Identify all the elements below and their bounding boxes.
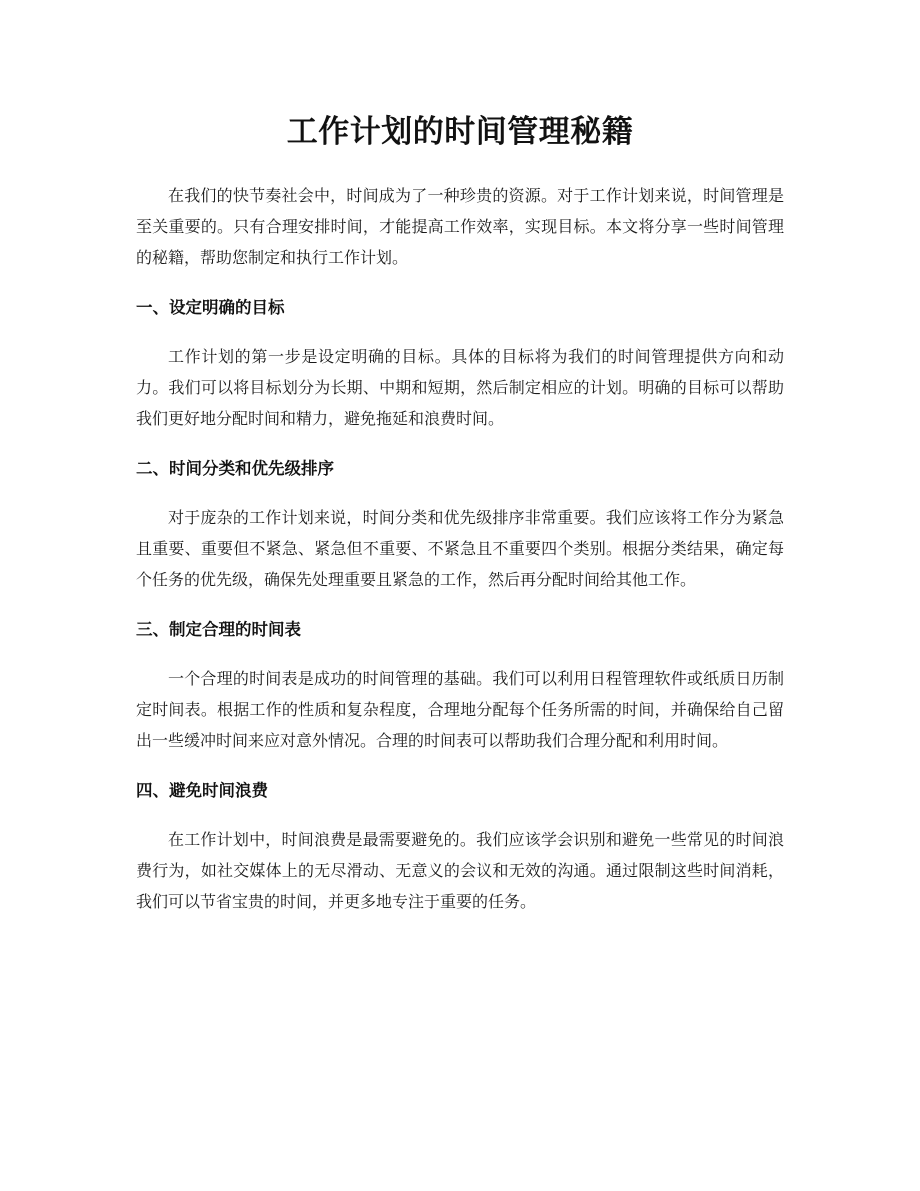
section-body-4: 在工作计划中，时间浪费是最需要避免的。我们应该学会识别和避免一些常见的时间浪费行为，如社交媒体上的无尽滑动、无意义的会议和无效的沟通。通过限制这些时间消耗，我们可以节省宝贵的时间，并更多地专注于重要的任务。 <box>136 830 784 911</box>
section-heading-3: 三、制定合理的时间表 <box>136 620 301 639</box>
section-body-1: 工作计划的第一步是设定明确的目标。具体的目标将为我们的时间管理提供方向和动力。我们可以将目标划分为长期、中期和短期，然后制定相应的计划。明确的目标可以帮助我们更好地分配时间和精力，避免拖延和浪费时间。 <box>136 347 784 428</box>
intro-paragraph: 在我们的快节奏社会中，时间成为了一种珍贵的资源。对于工作计划来说，时间管理是至关重要的。只有合理安排时间，才能提高工作效率，实现目标。本文将分享一些时间管理的秘籍，帮助您制定和执行工作计划。 <box>136 186 784 267</box>
section-heading-4: 四、避免时间浪费 <box>136 781 268 800</box>
section-body-2: 对于庞杂的工作计划来说，时间分类和优先级排序非常重要。我们应该将工作分为紧急且重要、重要但不紧急、紧急但不重要、不紧急且不重要四个类别。根据分类结果，确定每个任务的优先级，确保先处理重要且紧急的工作，然后再分配时间给其他工作。 <box>136 508 784 589</box>
document-title: 工作计划的时间管理秘籍 <box>286 114 634 150</box>
section-heading-2: 二、时间分类和优先级排序 <box>136 459 334 478</box>
section-body-3: 一个合理的时间表是成功的时间管理的基础。我们可以利用日程管理软件或纸质日历制定时间表。根据工作的性质和复杂程度，合理地分配每个任务所需的时间，并确保给自己留出一些缓冲时间来应对意外情况。合理的时间表可以帮助我们合理分配和利用时间。 <box>136 669 784 750</box>
section-heading-1: 一、设定明确的目标 <box>136 298 285 317</box>
